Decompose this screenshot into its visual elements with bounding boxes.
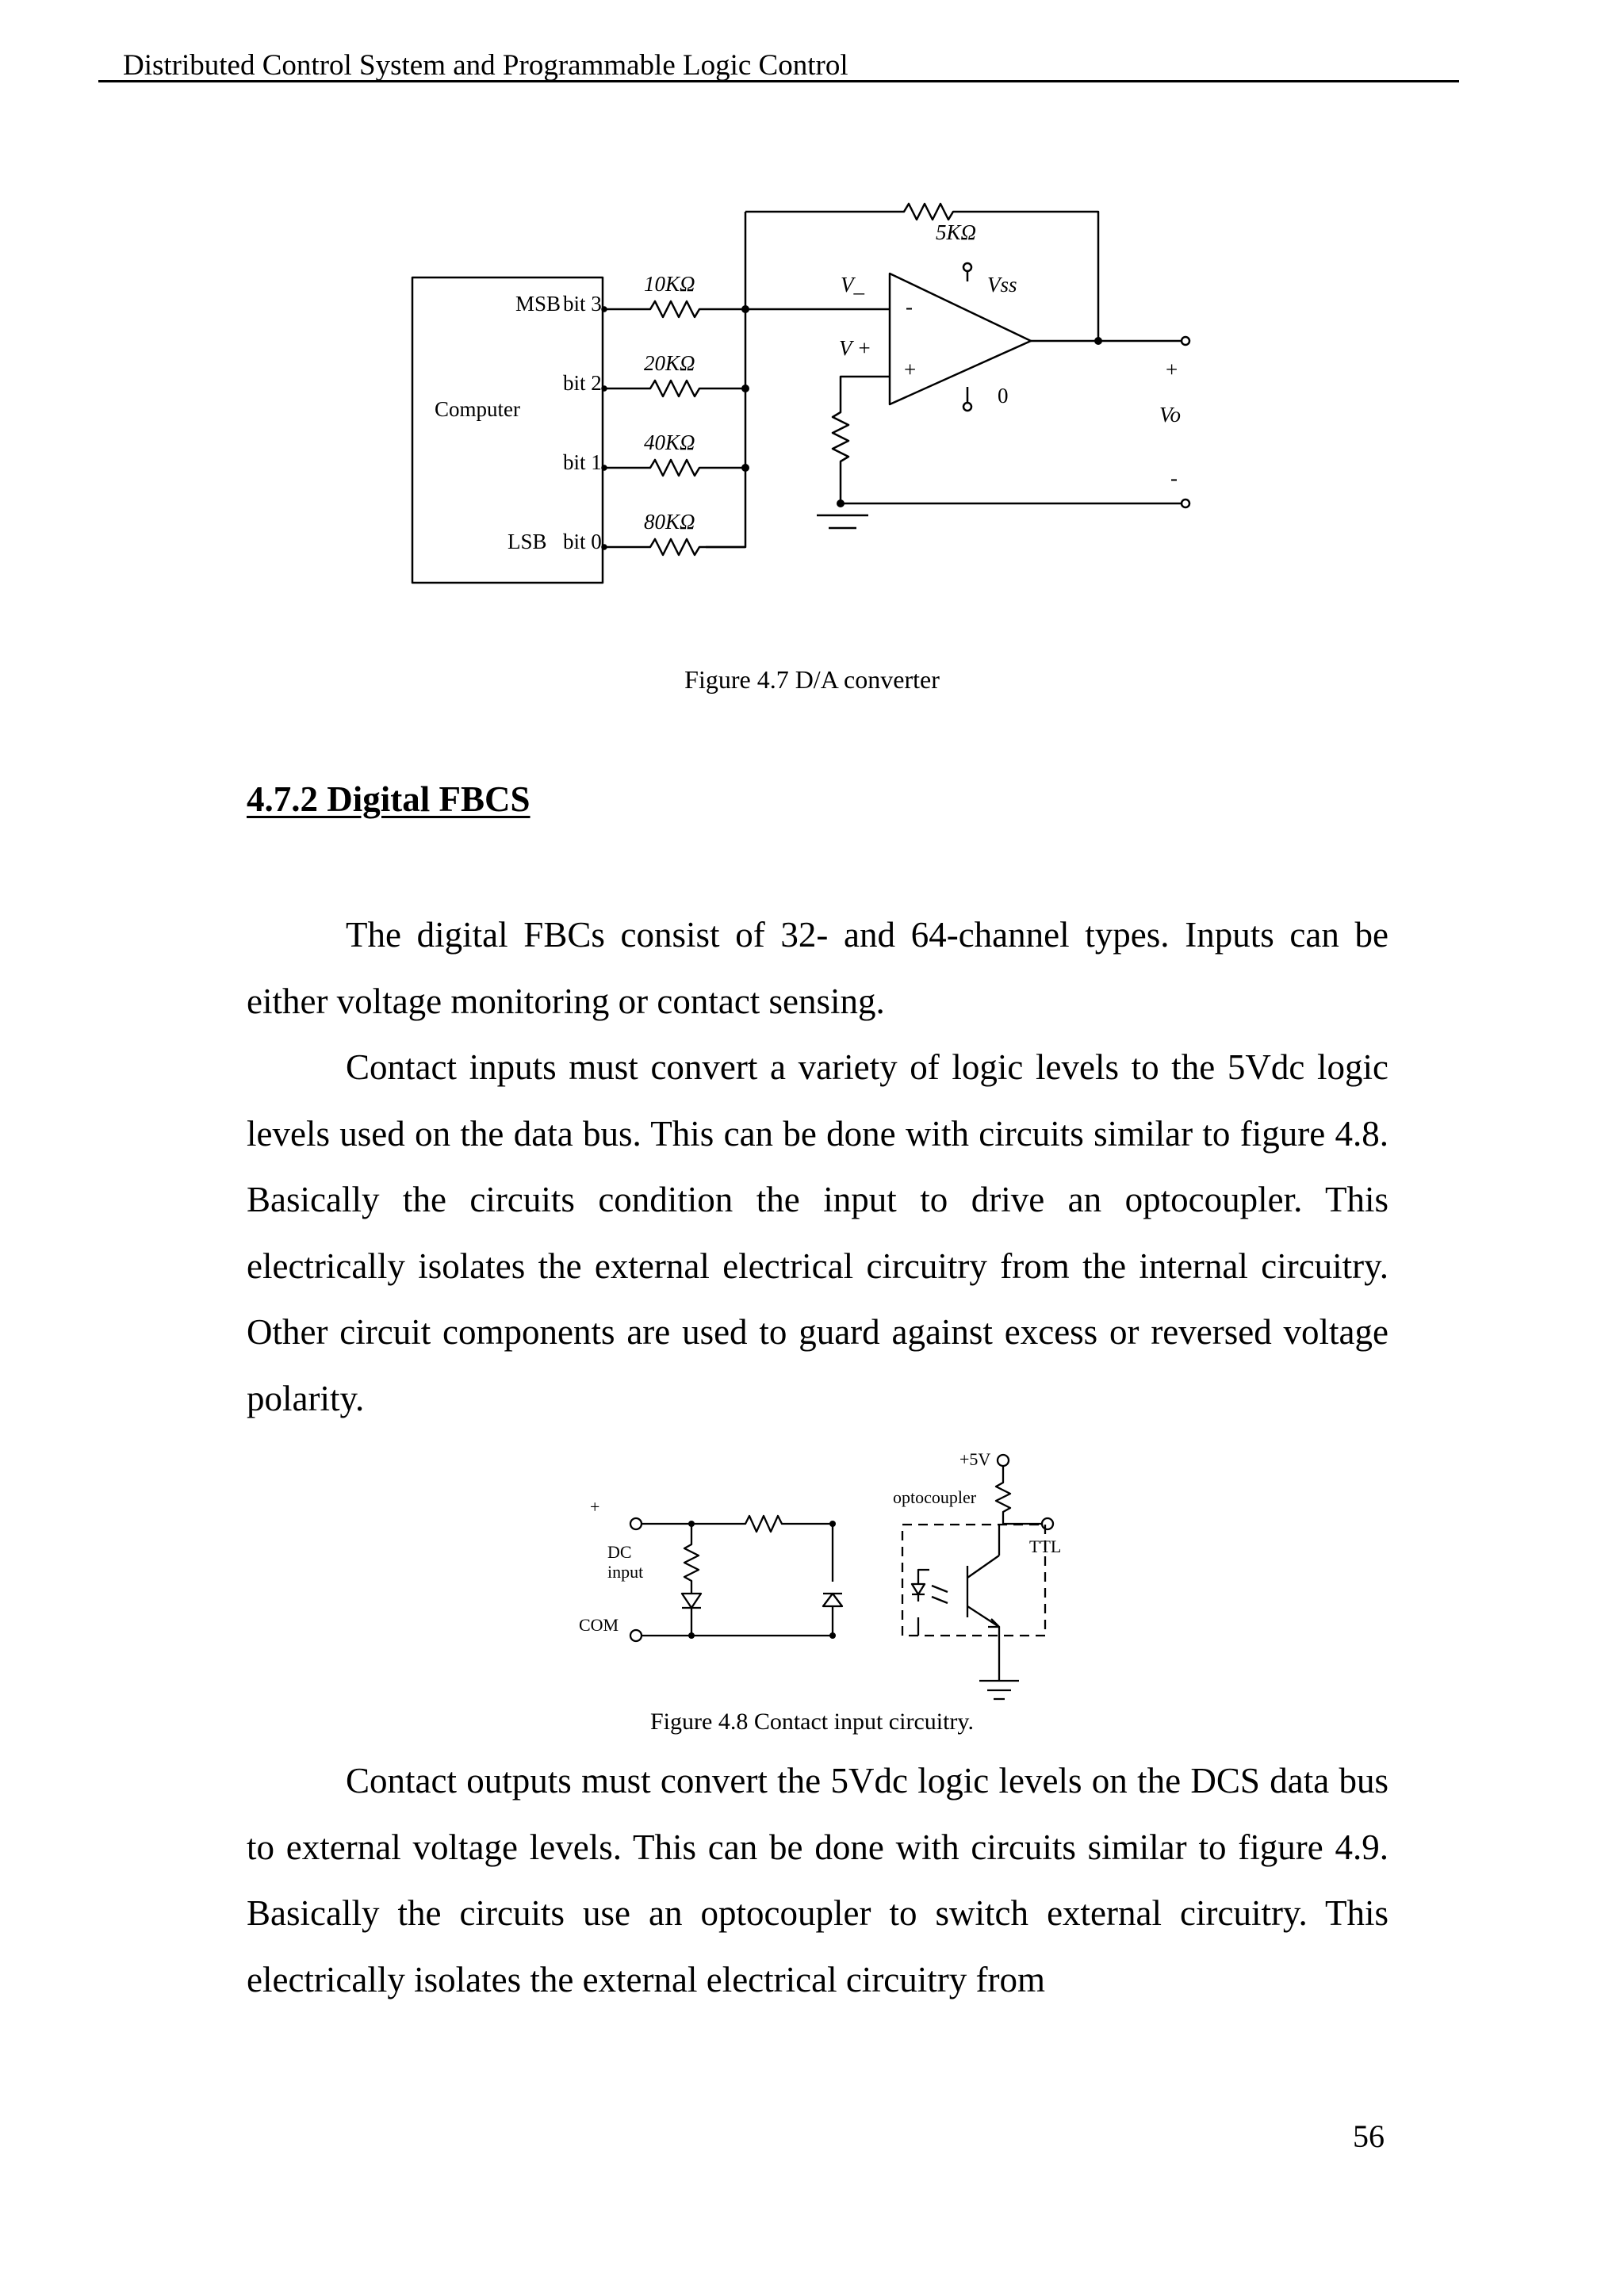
svg-text:bit 3: bit 3 <box>563 292 602 316</box>
svg-text:Vss: Vss <box>987 273 1017 297</box>
svg-text:0: 0 <box>998 384 1009 408</box>
svg-text:+: + <box>590 1497 600 1517</box>
svg-text:5KΩ: 5KΩ <box>936 220 977 244</box>
resistor-20k <box>604 381 745 396</box>
figure-4-7-da-converter-diagram <box>396 198 1237 595</box>
svg-text:Computer: Computer <box>435 397 520 421</box>
svg-text:Vo: Vo <box>1159 403 1181 427</box>
svg-text:COM: COM <box>579 1615 619 1635</box>
input-resistor-led <box>682 1524 701 1636</box>
svg-text:V +: V + <box>839 336 871 360</box>
svg-text:-: - <box>1170 466 1178 490</box>
paragraph-1: The digital FBCs consist of 32- and 64-channel types. Inputs can be either voltage monitoring or contact sensing. <box>247 915 1388 1021</box>
phototransistor <box>967 1524 999 1681</box>
svg-text:bit 0: bit 0 <box>563 530 602 553</box>
svg-text:V_: V_ <box>841 273 864 297</box>
header-rule <box>98 80 1459 82</box>
svg-text:input: input <box>607 1562 644 1582</box>
running-header: Distributed Control System and Programmable Logic Control <box>123 49 848 82</box>
ground-symbol <box>817 515 868 528</box>
svg-text:10KΩ: 10KΩ <box>644 272 695 296</box>
svg-text:+: + <box>904 358 917 381</box>
protection-diode <box>823 1524 842 1636</box>
series-resistor <box>642 1516 833 1532</box>
paragraph-3: Contact outputs must convert the 5Vdc logic levels on the DCS data bus to external voltage levels. This can be done with circuits similar to figure 4.9. Basically the circuits use an optocoupler to switch external circuitry. This electrically isolates the external electrical circuitry from <box>247 1761 1388 1999</box>
optocoupler-box <box>902 1525 1045 1636</box>
resistor-40k <box>604 460 745 476</box>
svg-text:bit 2: bit 2 <box>563 371 602 395</box>
svg-text:optocoupler: optocoupler <box>893 1487 977 1507</box>
figure-4-8-caption: Figure 4.8 Contact input circuitry. <box>650 1709 974 1735</box>
page-number: 56 <box>1353 2118 1385 2154</box>
svg-text:80KΩ: 80KΩ <box>644 510 695 534</box>
resistor-10k <box>604 301 745 317</box>
feedback-resistor-5k <box>745 204 1098 341</box>
figure-4-8-contact-input-diagram <box>571 1451 1078 1689</box>
svg-text:TTL: TTL <box>1029 1536 1062 1556</box>
figure-4-7-caption: Figure 4.7 D/A converter <box>684 665 940 694</box>
svg-text:+5V: +5V <box>959 1449 991 1469</box>
svg-text:bit 1: bit 1 <box>563 450 602 474</box>
svg-text:20KΩ: 20KΩ <box>644 351 695 375</box>
svg-text:LSB: LSB <box>508 530 547 553</box>
svg-text:MSB: MSB <box>515 292 561 316</box>
svg-text:40KΩ: 40KΩ <box>644 430 695 454</box>
svg-text:-: - <box>906 295 913 319</box>
section-heading: 4.7.2 Digital FBCS <box>247 779 530 819</box>
paragraph-2: Contact inputs must convert a variety of logic levels to the 5Vdc logic levels used on the data bus. This can be done with circuits similar to figure 4.8. Basically the circuits condition the input to drive an optocoupler. This electrically isolates the external electrical circuitry from the internal circuitry. Other circuit components are used to guard against excess or reversed voltage polarity. <box>247 1047 1388 1418</box>
pullup-resistor <box>996 1466 1010 1524</box>
ground-symbol-2 <box>979 1681 1019 1699</box>
svg-text:+: + <box>1166 358 1178 381</box>
svg-text:DC: DC <box>607 1542 632 1562</box>
